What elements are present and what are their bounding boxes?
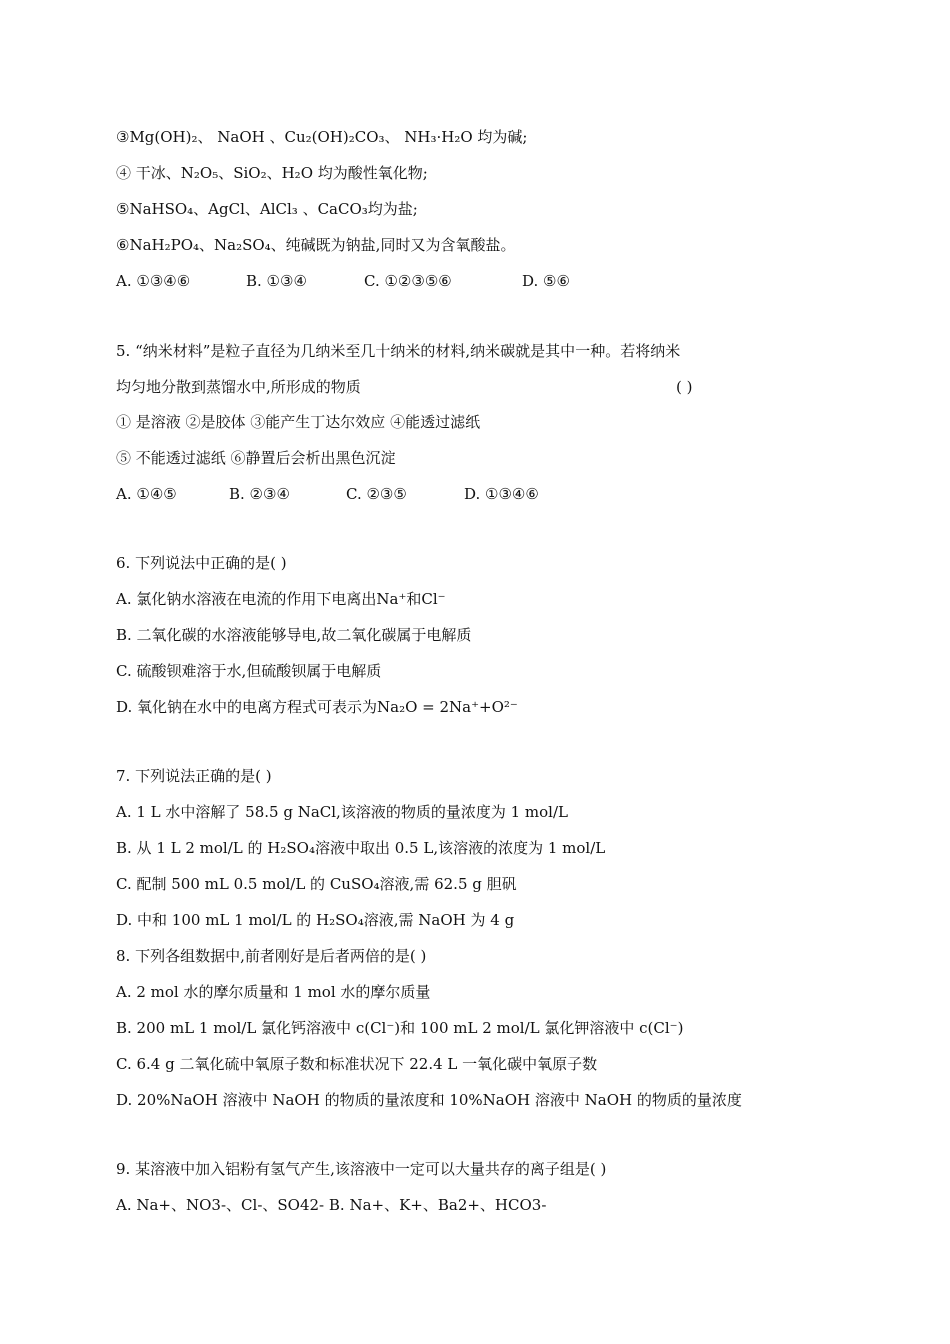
q4-option-b: B. ①③④ [246, 272, 307, 290]
q7-option-d: D. 中和 100 mL 1 mol/L 的 H₂SO₄溶液,需 NaOH 为 4 g [116, 911, 515, 929]
q5-items-line-2: ⑤ 不能透过滤纸 ⑥静置后会析出黑色沉淀 [116, 449, 396, 467]
q8-option-b: B. 200 mL 1 mol/L 氯化钙溶液中 c(Cl⁻)和 100 mL 2 mol/L 氯化钾溶液中 c(Cl⁻) [116, 1019, 684, 1037]
q7-stem: 7. 下列说法正确的是( ) [116, 767, 272, 785]
q4-options [116, 270, 830, 292]
q7-option-b: B. 从 1 L 2 mol/L 的 H₂SO₄溶液中取出 0.5 L,该溶液的浓度为 1 mol/L [116, 839, 606, 857]
q5-option-d: D. ①③④⑥ [464, 485, 539, 503]
q4-item-6: ⑥NaH₂PO₄、Na₂SO₄、纯碱既为钠盐,同时又为含氧酸盐。 [116, 236, 516, 254]
q5-stem-text: 均匀地分散到蒸馏水中,所形成的物质 [116, 378, 361, 396]
q5-option-b: B. ②③④ [229, 485, 290, 503]
q6-option-a: A. 氯化钠水溶液在电流的作用下电离出Na⁺和Cl⁻ [116, 590, 446, 608]
q8-stem: 8. 下列各组数据中,前者刚好是后者两倍的是( ) [116, 947, 427, 965]
q7-option-a: A. 1 L 水中溶解了 58.5 g NaCl,该溶液的物质的量浓度为 1 mol/L [116, 803, 568, 821]
q4-option-d: D. ⑤⑥ [522, 272, 570, 290]
q6-option-d: D. 氧化钠在水中的电离方程式可表示为Na₂O = 2Na⁺+O²⁻ [116, 698, 518, 716]
q6-option-c: C. 硫酸钡难溶于水,但硫酸钡属于电解质 [116, 662, 382, 680]
q5-option-a: A. ①④⑤ [116, 485, 177, 503]
q5-items-line-1: ① 是溶液 ②是胶体 ③能产生丁达尔效应 ④能透过滤纸 [116, 413, 481, 431]
q4-item-3: ③Mg(OH)₂、 NaOH 、Cu₂(OH)₂CO₃、 NH₃·H₂O 均为碱; [116, 128, 528, 146]
q5-answer-bracket: ( ) [676, 378, 693, 396]
q4-item-5: ⑤NaHSO₄、AgCl、AlCl₃ 、CaCO₃均为盐; [116, 200, 418, 218]
q9-stem: 9. 某溶液中加入铝粉有氢气产生,该溶液中一定可以大量共存的离子组是( ) [116, 1160, 607, 1178]
q5-stem-line-1: 5. “纳米材料”是粒子直径为几纳米至几十纳米的材料,纳米碳就是其中一种。若将纳米 [116, 342, 681, 360]
q8-option-d: D. 20%NaOH 溶液中 NaOH 的物质的量浓度和 10%NaOH 溶液中 NaOH 的物质的量浓度 [116, 1091, 742, 1109]
q5-option-c: C. ②③⑤ [346, 485, 407, 503]
q7-option-c: C. 配制 500 mL 0.5 mol/L 的 CuSO₄溶液,需 62.5 g 胆矾 [116, 875, 517, 893]
q9-options-ab: A. Na+、NO3-、Cl-、SO42- B. Na+、K+、Ba2+、HCO3- [116, 1196, 547, 1214]
q4-option-a: A. ①③④⑥ [116, 272, 191, 290]
q4-item-4: ④ 干冰、N₂O₅、SiO₂、H₂O 均为酸性氧化物; [116, 164, 428, 182]
q5-stem-line-2 [116, 376, 830, 398]
q4-option-c: C. ①②③⑤⑥ [364, 272, 452, 290]
q6-option-b: B. 二氧化碳的水溶液能够导电,故二氧化碳属于电解质 [116, 626, 472, 644]
q8-option-a: A. 2 mol 水的摩尔质量和 1 mol 水的摩尔质量 [116, 983, 431, 1001]
q6-stem: 6. 下列说法中正确的是( ) [116, 554, 287, 572]
q8-option-c: C. 6.4 g 二氧化硫中氧原子数和标准状况下 22.4 L 一氧化碳中氧原子数 [116, 1055, 598, 1073]
q5-options [116, 483, 830, 505]
